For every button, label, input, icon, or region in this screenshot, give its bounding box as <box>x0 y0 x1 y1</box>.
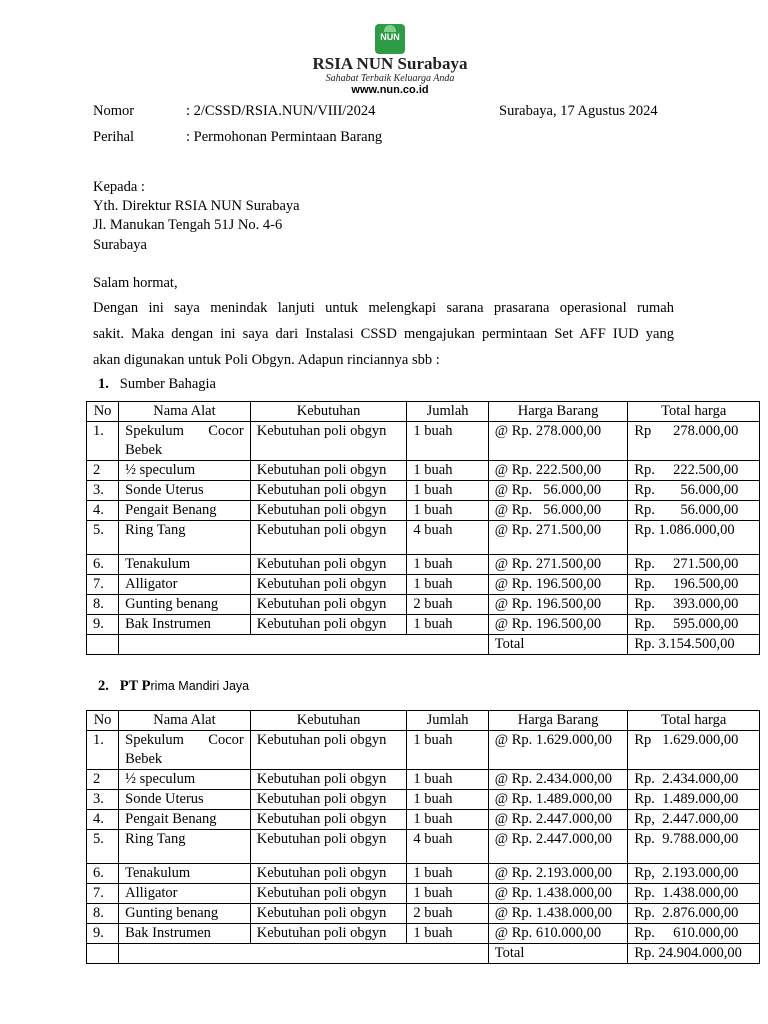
total-amount: 1.438.000,00 <box>662 885 739 901</box>
cell-nama-alat: Bak Instrumen <box>119 924 251 944</box>
cell-no: 2 <box>87 461 119 481</box>
cell-kebutuhan: Kebutuhan poli obgyn <box>250 830 407 864</box>
cell-total-harga <box>628 810 760 830</box>
table-row <box>87 422 760 461</box>
hospital-name: RSIA NUN Surabaya <box>312 54 468 73</box>
cell-kebutuhan: Kebutuhan poli obgyn <box>250 884 407 904</box>
recipient-line-1: Yth. Direktur RSIA NUN Surabaya <box>93 198 300 214</box>
grand-total: Rp. 3.154.500,00 <box>628 635 760 655</box>
col-total-harga: Total harga <box>628 711 760 731</box>
total-currency: Rp. <box>634 596 655 612</box>
total-amount: 278.000,00 <box>673 423 739 439</box>
cell-nama-alat: Alligator <box>119 575 251 595</box>
nama-part-1: Spekulum <box>125 423 184 439</box>
table-row <box>87 830 760 864</box>
total-amount: 222.500,00 <box>673 462 739 478</box>
cell-jumlah: 1 buah <box>407 810 488 830</box>
cell-no: 1. <box>87 422 119 461</box>
cell-kebutuhan: Kebutuhan poli obgyn <box>250 864 407 884</box>
cell-jumlah: 4 buah <box>407 521 488 555</box>
kepada-label: Kepada : <box>93 179 145 195</box>
cell-empty-span <box>119 944 489 964</box>
cell-kebutuhan: Kebutuhan poli obgyn <box>250 595 407 615</box>
items-table-1 <box>86 401 760 655</box>
col-nama-alat: Nama Alat <box>119 711 251 731</box>
table-row <box>87 555 760 575</box>
table-row <box>87 731 760 770</box>
section-2-vendor-bold: PT P <box>119 678 151 694</box>
cell-nama-alat: Alligator <box>119 884 251 904</box>
cell-no: 2 <box>87 770 119 790</box>
cell-total-harga <box>628 422 760 461</box>
table-row <box>87 770 760 790</box>
cell-nama-alat: Bak Instrumen <box>119 615 251 635</box>
cell-total-harga <box>628 461 760 481</box>
recipient-line-3: Surabaya <box>93 237 147 253</box>
cell-kebutuhan: Kebutuhan poli obgyn <box>250 924 407 944</box>
cell-harga-barang: @ Rp. 196.500,00 <box>488 575 628 595</box>
perihal-value: : Permohonan Permintaan Barang <box>186 129 383 145</box>
cell-total-harga <box>628 884 760 904</box>
cell-jumlah: 1 buah <box>407 422 488 461</box>
section-1-heading <box>98 376 216 393</box>
cell-no: 4. <box>87 810 119 830</box>
cell-total-harga <box>628 501 760 521</box>
cell-total-harga <box>628 575 760 595</box>
table-header-row <box>87 402 760 422</box>
cell-jumlah: 2 buah <box>407 595 488 615</box>
cell-jumlah: 4 buah <box>407 830 488 864</box>
cell-kebutuhan: Kebutuhan poli obgyn <box>250 481 407 501</box>
hospital-website: www.nun.co.id <box>351 84 429 96</box>
total-currency: Rp. <box>634 556 655 572</box>
nama-part-2: Cocor <box>208 732 244 748</box>
cell-empty-span <box>119 635 489 655</box>
table-row <box>87 481 760 501</box>
cell-kebutuhan: Kebutuhan poli obgyn <box>250 770 407 790</box>
cell-nama-alat: Tenakulum <box>119 864 251 884</box>
total-currency: Rp. <box>634 616 655 632</box>
cell-harga-barang: @ Rp. 2.447.000,00 <box>488 810 628 830</box>
total-row <box>87 635 760 655</box>
cell-jumlah: 1 buah <box>407 461 488 481</box>
total-amount: 610.000,00 <box>673 925 739 941</box>
cell-kebutuhan: Kebutuhan poli obgyn <box>250 790 407 810</box>
cell-nama-alat: Sonde Uterus <box>119 790 251 810</box>
hospital-logo-icon: NUN <box>375 24 405 54</box>
total-label: Total <box>488 944 628 964</box>
cell-kebutuhan: Kebutuhan poli obgyn <box>250 904 407 924</box>
cell-no: 6. <box>87 864 119 884</box>
total-amount: 56.000,00 <box>680 502 739 518</box>
total-currency: Rp, <box>634 811 655 827</box>
col-jumlah: Jumlah <box>407 711 488 731</box>
cell-total-harga <box>628 904 760 924</box>
total-amount: 595.000,00 <box>673 616 739 632</box>
total-row <box>87 944 760 964</box>
total-currency: Rp. <box>634 576 655 592</box>
cell-jumlah: 1 buah <box>407 615 488 635</box>
cell-harga-barang: @ Rp. 222.500,00 <box>488 461 628 481</box>
table-row <box>87 924 760 944</box>
table-row <box>87 501 760 521</box>
total-currency: Rp <box>634 423 652 439</box>
cell-harga-barang: @ Rp. 1.438.000,00 <box>488 904 628 924</box>
cell-kebutuhan: Kebutuhan poli obgyn <box>250 575 407 595</box>
total-currency: Rp. <box>634 831 655 847</box>
cell-jumlah: 1 buah <box>407 575 488 595</box>
cell-total-harga <box>628 615 760 635</box>
cell-harga-barang: @ Rp. 271.500,00 <box>488 555 628 575</box>
items-table-2-body <box>87 731 760 964</box>
cell-jumlah: 1 buah <box>407 555 488 575</box>
table-row <box>87 575 760 595</box>
total-label: Total <box>488 635 628 655</box>
total-currency: Rp <box>634 732 652 748</box>
cell-jumlah: 2 buah <box>407 904 488 924</box>
cell-empty <box>87 944 119 964</box>
cell-total-harga <box>628 595 760 615</box>
total-amount: 1.489.000,00 <box>662 791 739 807</box>
cell-nama-alat <box>119 731 251 770</box>
col-kebutuhan: Kebutuhan <box>250 402 407 422</box>
cell-no: 5. <box>87 830 119 864</box>
cell-nama-alat: Pengait Benang <box>119 810 251 830</box>
cell-harga-barang: @ Rp. 56.000,00 <box>488 481 628 501</box>
cell-nama-alat: Pengait Benang <box>119 501 251 521</box>
cell-jumlah: 1 buah <box>407 864 488 884</box>
cell-no: 9. <box>87 615 119 635</box>
total-currency: Rp. <box>634 905 655 921</box>
nama-part-3: Bebek <box>125 442 163 458</box>
cell-harga-barang: @ Rp. 1.629.000,00 <box>488 731 628 770</box>
cell-jumlah: 1 buah <box>407 481 488 501</box>
total-amount: 2.434.000,00 <box>662 771 739 787</box>
items-table-1-body <box>87 422 760 655</box>
cell-jumlah: 1 buah <box>407 884 488 904</box>
total-currency: Rp. <box>634 885 655 901</box>
section-1-number: 1. <box>98 376 109 392</box>
cell-no: 7. <box>87 884 119 904</box>
cell-total-harga <box>628 924 760 944</box>
nomor-label: Nomor <box>93 103 135 119</box>
cell-harga-barang: @ Rp. 56.000,00 <box>488 501 628 521</box>
cell-kebutuhan: Kebutuhan poli obgyn <box>250 810 407 830</box>
cell-total-harga <box>628 830 760 864</box>
items-table-2 <box>86 710 760 964</box>
col-nama-alat: Nama Alat <box>119 402 251 422</box>
total-amount: 271.500,00 <box>673 556 739 572</box>
cell-jumlah: 1 buah <box>407 501 488 521</box>
cell-nama-alat: ½ speculum <box>119 461 251 481</box>
cell-no: 3. <box>87 790 119 810</box>
letter-date: Surabaya, 17 Agustus 2024 <box>499 103 658 119</box>
cell-total-harga <box>628 864 760 884</box>
cell-no: 5. <box>87 521 119 555</box>
section-2-heading <box>98 678 249 695</box>
cell-kebutuhan: Kebutuhan poli obgyn <box>250 422 407 461</box>
cell-kebutuhan: Kebutuhan poli obgyn <box>250 731 407 770</box>
cell-no: 8. <box>87 904 119 924</box>
letterhead <box>290 18 490 94</box>
table-row <box>87 864 760 884</box>
cell-total-harga <box>628 731 760 770</box>
hospital-tagline: Sahabat Terbaik Keluarga Anda <box>325 73 455 84</box>
cell-nama-alat: Ring Tang <box>119 521 251 555</box>
table-row <box>87 521 760 555</box>
total-amount: 2.193.000,00 <box>662 865 739 881</box>
cell-nama-alat: Ring Tang <box>119 830 251 864</box>
table-row <box>87 810 760 830</box>
col-no: No <box>87 711 119 731</box>
col-jumlah: Jumlah <box>407 402 488 422</box>
cell-kebutuhan: Kebutuhan poli obgyn <box>250 615 407 635</box>
cell-harga-barang: @ Rp. 2.193.000,00 <box>488 864 628 884</box>
cell-harga-barang: @ Rp. 2.434.000,00 <box>488 770 628 790</box>
cell-total-harga <box>628 555 760 575</box>
perihal-label: Perihal <box>93 129 135 145</box>
section-2-number: 2. <box>98 678 109 694</box>
nama-part-1: Spekulum <box>125 732 184 748</box>
table-row <box>87 884 760 904</box>
total-currency: Rp. <box>634 502 655 518</box>
letter-body <box>93 295 674 373</box>
cell-no: 9. <box>87 924 119 944</box>
cell-nama-alat <box>119 422 251 461</box>
total-amount: 9.788.000,00 <box>662 831 739 847</box>
total-currency: Rp. <box>634 462 655 478</box>
nomor-value: : 2/CSSD/RSIA.NUN/VIII/2024 <box>186 103 376 119</box>
table-row <box>87 790 760 810</box>
total-currency: Rp. <box>634 771 655 787</box>
cell-jumlah: 1 buah <box>407 790 488 810</box>
cell-nama-alat: Sonde Uterus <box>119 481 251 501</box>
cell-total-harga <box>628 481 760 501</box>
cell-harga-barang: @ Rp. 278.000,00 <box>488 422 628 461</box>
cell-nama-alat: Tenakulum <box>119 555 251 575</box>
cell-total-harga <box>628 770 760 790</box>
table-row <box>87 615 760 635</box>
cell-no: 4. <box>87 501 119 521</box>
cell-harga-barang: @ Rp. 1.438.000,00 <box>488 884 628 904</box>
col-total-harga: Total harga <box>628 402 760 422</box>
total-amount: 393.000,00 <box>673 596 739 612</box>
total-currency: Rp, <box>634 865 655 881</box>
recipient-line-2: Jl. Manukan Tengah 51J No. 4-6 <box>93 217 283 233</box>
section-1-vendor: Sumber Bahagia <box>119 376 216 392</box>
cell-kebutuhan: Kebutuhan poli obgyn <box>250 461 407 481</box>
total-amount: 1.629.000,00 <box>662 732 739 748</box>
col-harga-barang: Harga Barang <box>488 711 628 731</box>
table-row <box>87 595 760 615</box>
total-currency: Rp. <box>634 925 655 941</box>
cell-kebutuhan: Kebutuhan poli obgyn <box>250 555 407 575</box>
total-currency: Rp. <box>634 791 655 807</box>
table-row <box>87 461 760 481</box>
cell-no: 3. <box>87 481 119 501</box>
greeting: Salam hormat, <box>93 275 178 291</box>
total-amount: 2.447.000,00 <box>662 811 739 827</box>
cell-no: 6. <box>87 555 119 575</box>
cell-no: 8. <box>87 595 119 615</box>
cell-nama-alat: Gunting benang <box>119 595 251 615</box>
cell-harga-barang: @ Rp. 196.500,00 <box>488 595 628 615</box>
cell-harga-barang: @ Rp. 271.500,00 <box>488 521 628 555</box>
nama-part-3: Bebek <box>125 751 163 767</box>
cell-kebutuhan: Kebutuhan poli obgyn <box>250 501 407 521</box>
nama-part-2: Cocor <box>208 423 244 439</box>
cell-harga-barang: @ Rp. 196.500,00 <box>488 615 628 635</box>
col-harga-barang: Harga Barang <box>488 402 628 422</box>
cell-harga-barang: @ Rp. 610.000,00 <box>488 924 628 944</box>
cell-jumlah: 1 buah <box>407 731 488 770</box>
col-kebutuhan: Kebutuhan <box>250 711 407 731</box>
cell-jumlah: 1 buah <box>407 770 488 790</box>
total-amount: 56.000,00 <box>680 482 739 498</box>
cell-nama-alat: Gunting benang <box>119 904 251 924</box>
body-line-1: Dengan ini saya menindak lanjuti untuk melengkapi sarana prasarana operasional rumah <box>93 300 674 316</box>
cell-nama-alat: ½ speculum <box>119 770 251 790</box>
cell-jumlah: 1 buah <box>407 924 488 944</box>
grand-total: Rp. 24.904.000,00 <box>628 944 760 964</box>
cell-empty <box>87 635 119 655</box>
cell-no: 7. <box>87 575 119 595</box>
cell-kebutuhan: Kebutuhan poli obgyn <box>250 521 407 555</box>
cell-harga-barang: @ Rp. 1.489.000,00 <box>488 790 628 810</box>
table-row <box>87 904 760 924</box>
table-header-row <box>87 711 760 731</box>
total-amount: 196.500,00 <box>673 576 739 592</box>
cell-no: 1. <box>87 731 119 770</box>
body-line-2: sakit. Maka dengan ini saya dari Instalasi CSSD mengajukan permintaan Set AFF IUD yang <box>93 326 674 342</box>
cell-total-harga <box>628 790 760 810</box>
body-line-3: akan digunakan untuk Poli Obgyn. Adapun rinciannya sbb : <box>93 352 440 368</box>
cell-harga-barang: @ Rp. 2.447.000,00 <box>488 830 628 864</box>
section-2-vendor-rest: rima Mandiri Jaya <box>150 679 250 693</box>
total-currency: Rp. <box>634 482 655 498</box>
cell-total-harga: Rp. 1.086.000,00 <box>628 521 760 555</box>
total-amount: 2.876.000,00 <box>662 905 739 921</box>
col-no: No <box>87 402 119 422</box>
